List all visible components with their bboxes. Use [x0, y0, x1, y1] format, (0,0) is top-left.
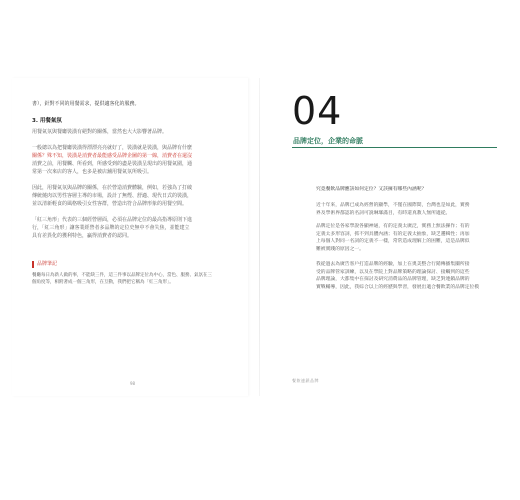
paragraph-line: 用餐氣氛與餐廳裝潢有絕對的關係，當然也大大影響著品牌。	[32, 129, 168, 135]
brand-note-box	[32, 250, 224, 286]
intro-text: 書），針對不同的用餐需求，提供適客化的服務。	[32, 101, 140, 107]
question-block	[316, 186, 504, 194]
section-heading-block	[32, 116, 224, 124]
paragraph-line: 品牌理論，大都集中在探討及研究消費品的品牌管理，缺乏對連鎖品牌的	[316, 277, 470, 282]
paragraph-line: 具有差異化的獲利特色，贏得消費者的認同。	[32, 233, 133, 239]
paragraph-line: 近十年來，品牌已成為經營的顯學，不僅在國際間，台灣也是如此，實務	[316, 203, 470, 208]
paragraph-line: 定義太多形容詞，抓不到具體內涵；有的定義太抽象，缺乏邏輯性；再加	[316, 231, 470, 237]
question-text: 究竟餐飲品牌應該如何定位？又該擁有哪些內涵呢？	[316, 187, 427, 192]
highlighted-line: 關係？殊不知，裝潢是消費者最能感受品牌企圖的第一線，消費者在還沒	[32, 153, 193, 159]
paragraph-3	[32, 184, 224, 208]
paragraph-line: 一般總以為把餐廳裝潢得漂漂亮亮就好了，裝潢就是裝潢，與品牌有什麼	[32, 145, 193, 151]
paragraph-line: 傳統燒肉以男性客層主導的市場，設計了無煙、舒適、現代日式的裝潢，	[32, 193, 193, 199]
paragraph-4	[32, 216, 224, 240]
paragraph-line: 我從過去為廣告客戶打造品牌的經驗，加上在奧美整合行銷傳播集團所接	[316, 262, 470, 267]
right-paragraph-1	[316, 202, 504, 217]
right-page	[272, 78, 508, 396]
chapter-divider	[292, 147, 497, 148]
paragraph-line: 上每個人對同一名詞的定義不一樣，常常造成理解上的困難，這是品牌似	[316, 239, 470, 244]
page-number: 98	[130, 381, 136, 386]
book-gutter	[259, 78, 260, 396]
paragraph-line: 行，「紅三角形」讓客業經營者多品牌的定位史無中不會失焦，並能建立	[32, 225, 190, 231]
paragraph-line: 並以清新輕食的風格吸引女性客群，營造出符合品牌形象的用餐空間。	[32, 201, 188, 207]
paragraph-line: 常第一次來店的客人，也多是被店舖用餐氣氛所吸引。	[32, 169, 153, 175]
brand-note-label: 品牌筆記	[32, 261, 60, 268]
chapter-title: 品牌定位，企業的命脈	[293, 137, 363, 145]
left-intro-block	[32, 100, 224, 108]
paragraph-line: 消費之前，用餐觸、所看到，所感受到的盡是裝潢呈現出的用餐氣圍，通	[32, 161, 193, 167]
paragraph-line: 界及學術界都認的名詞可說琳瑯滿目，有時還真教人無所適從。	[316, 210, 451, 216]
brand-note-line: 餐廳每日為新人做的事，不能缺三件，這三件事以品牌定位為中心，當色、服務、氣氛在三	[32, 273, 212, 278]
paragraph-line: 「紅三角形」代表的三個經營層面，必須在品牌定位的最高指導原則下進	[32, 217, 193, 223]
brand-note-line: 個角度等，相附著成一個三角形，在互動，我們把它稱為「紅三角形」。	[32, 280, 174, 285]
paragraph-line: 品牌定位是各家學說各顯神通，有的定義太廣泛，實務上無法操作；有的	[316, 224, 470, 229]
left-page	[12, 78, 248, 396]
paragraph-line: 受的品牌管家訓練，以及在學院上對品牌策略的理論探討、接觸到的這些	[316, 269, 470, 275]
paragraph-line: 難被實踐的原因之一。	[316, 246, 364, 252]
paragraph-line: 實戰輔導，因此，我綜合以上的經歷與學習，發展出適合餐飲業的品牌定位模	[316, 284, 480, 290]
paragraph-line: 因此，用餐氣氛與品牌的關係，在於營造消費體驗，例如，若強為了打破	[32, 185, 193, 191]
section-heading: 3. 用餐氣氛	[32, 118, 62, 124]
right-paragraph-2	[316, 223, 504, 253]
chapter-number: 04	[292, 89, 343, 133]
right-paragraph-3	[316, 261, 504, 291]
running-footer: 餐飲連鎖品牌	[292, 378, 319, 383]
paragraph-2	[32, 144, 224, 176]
paragraph-1	[32, 128, 224, 136]
